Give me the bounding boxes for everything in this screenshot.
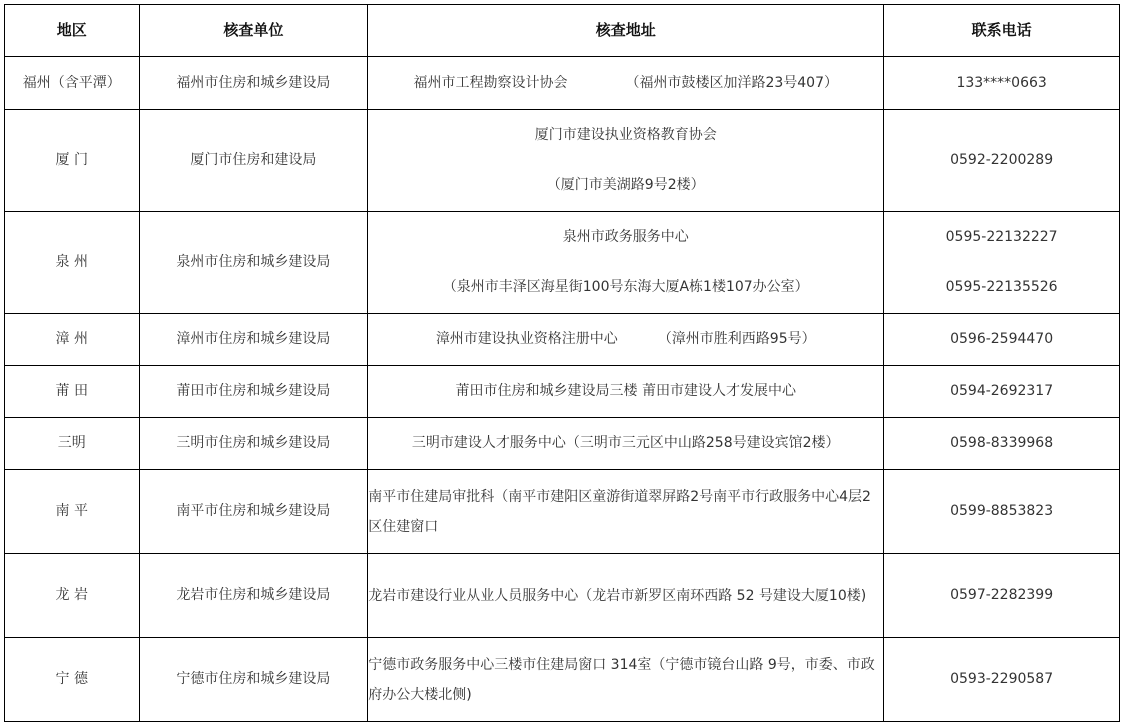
cell-region: 厦 门: [5, 110, 140, 212]
cell-region: 莆 田: [5, 366, 140, 418]
address-name: 泉州市政务服务中心: [562, 229, 689, 245]
address-name: 福州市工程勘察设计协会: [413, 74, 568, 91]
cell-address: 莆田市住房和城乡建设局三楼 莆田市建设人才发展中心: [368, 366, 884, 418]
header-address: 核查地址: [368, 5, 884, 57]
address-location: （泉州市丰泽区海星街100号东海大厦A栋1楼107办公室）: [442, 279, 809, 295]
table-row: [5, 212, 1120, 314]
address-name: 厦门市建设执业资格教育协会: [534, 127, 717, 143]
address-location: （厦门市美湖路9号2楼）: [546, 177, 705, 193]
cell-address: [368, 314, 884, 366]
cell-region: 三明: [5, 418, 140, 470]
cell-address: 龙岩市建设行业从业人员服务中心（龙岩市新罗区南环西路 52 号建设大厦10楼): [368, 554, 884, 638]
cell-region: 南 平: [5, 470, 140, 554]
cell-unit: 南平市住房和城乡建设局: [139, 470, 368, 554]
verification-table: [4, 4, 1120, 722]
table-row: [5, 638, 1120, 722]
cell-region: 龙 岩: [5, 554, 140, 638]
cell-unit: 福州市住房和城乡建设局: [139, 57, 368, 110]
address-name: 漳州市建设执业资格注册中心: [435, 331, 618, 347]
address-location: （福州市鼓楼区加洋路23号407）: [625, 74, 838, 91]
table-row: [5, 57, 1120, 110]
cell-phone: 0594-2692317: [884, 366, 1120, 418]
cell-region: 泉 州: [5, 212, 140, 314]
cell-phone: 133****0663: [884, 57, 1120, 110]
cell-address: [368, 212, 884, 314]
cell-unit: 厦门市住房和建设局: [139, 110, 368, 212]
table-row: [5, 366, 1120, 418]
table-row: [5, 418, 1120, 470]
header-region: 地区: [5, 5, 140, 57]
cell-region: 漳 州: [5, 314, 140, 366]
cell-phone: 0592-2200289: [884, 110, 1120, 212]
header-phone: 联系电话: [884, 5, 1120, 57]
cell-unit: 莆田市住房和城乡建设局: [139, 366, 368, 418]
cell-unit: 三明市住房和城乡建设局: [139, 418, 368, 470]
header-unit: 核查单位: [139, 5, 368, 57]
address-location: （漳州市胜利西路95号）: [657, 331, 816, 347]
cell-phone: 0599-8853823: [884, 470, 1120, 554]
table-row: [5, 314, 1120, 366]
cell-address: 南平市住建局审批科（南平市建阳区童游街道翠屏路2号南平市行政服务中心4层2区住建窗口: [368, 470, 884, 554]
cell-phone: 0598-8339968: [884, 418, 1120, 470]
cell-region: 福州（含平潭）: [5, 57, 140, 110]
table-row: [5, 554, 1120, 638]
cell-unit: 宁德市住房和城乡建设局: [139, 638, 368, 722]
cell-region: 宁 德: [5, 638, 140, 722]
cell-unit: 泉州市住房和城乡建设局: [139, 212, 368, 314]
header-row: [5, 5, 1120, 57]
cell-address: 三明市建设人才服务中心（三明市三元区中山路258号建设宾馆2楼）: [368, 418, 884, 470]
phone-primary: 0595-22132227: [945, 229, 1058, 245]
table-row: [5, 470, 1120, 554]
cell-unit: 龙岩市住房和城乡建设局: [139, 554, 368, 638]
cell-phone: 0596-2594470: [884, 314, 1120, 366]
cell-phone: [884, 212, 1120, 314]
cell-phone: 0597-2282399: [884, 554, 1120, 638]
cell-unit: 漳州市住房和城乡建设局: [139, 314, 368, 366]
table-row: [5, 110, 1120, 212]
cell-address: [368, 57, 884, 110]
cell-phone: 0593-2290587: [884, 638, 1120, 722]
cell-address: 宁德市政务服务中心三楼市住建局窗口 314室（宁德市镜台山路 9号，市委、市政府办公大楼北侧): [368, 638, 884, 722]
phone-secondary: 0595-22135526: [945, 279, 1058, 295]
cell-address: [368, 110, 884, 212]
